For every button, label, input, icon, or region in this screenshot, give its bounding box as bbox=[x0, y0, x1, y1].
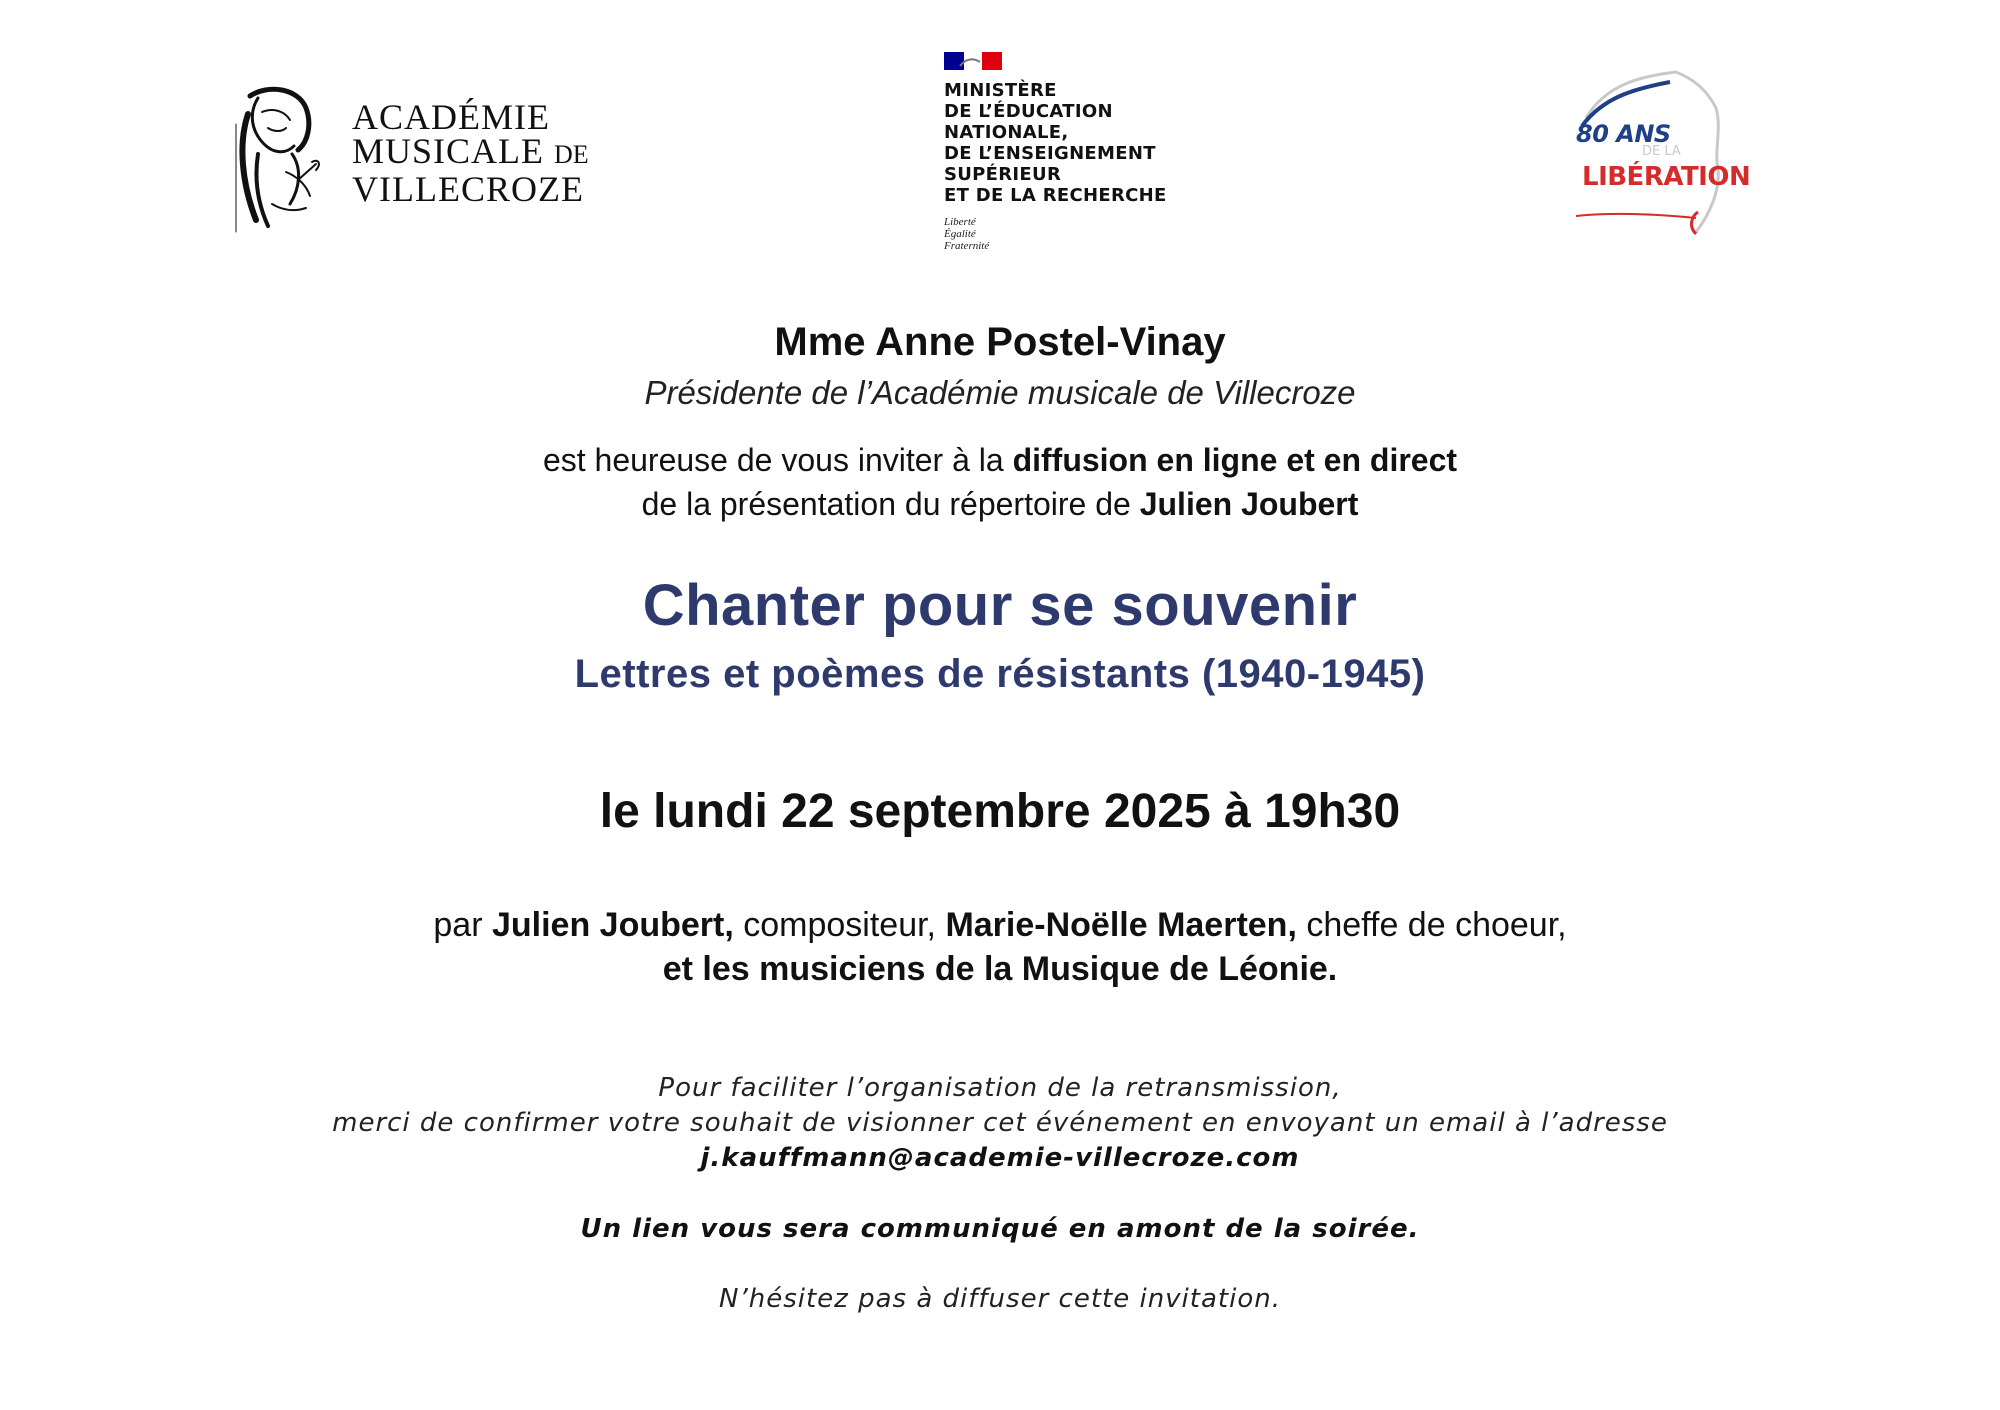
academie-line2-small: DE bbox=[554, 140, 589, 169]
rsvp-link-note: Un lien vous sera communiqué en amont de la soirée. bbox=[580, 1214, 1420, 1244]
event-title: Chanter pour se souvenir bbox=[642, 573, 1358, 638]
liberation-80-ans: 80 ANS bbox=[1576, 120, 1671, 148]
rsvp-line-2: merci de confirmer votre souhait de visionner cet événement en envoyant un email à l’adresse bbox=[332, 1108, 1668, 1138]
performers-line-1 bbox=[0, 906, 2000, 945]
liberation-word: LIBÉRATION bbox=[1582, 162, 1751, 192]
ministere-motto: Liberté Égalité Fraternité bbox=[944, 216, 990, 252]
event-subtitle: Lettres et poèmes de résistants (1940-1945) bbox=[574, 652, 1426, 696]
performer-name-1: Julien Joubert, bbox=[491, 906, 734, 944]
invite-line-2 bbox=[0, 486, 2000, 523]
ministere-title: MINISTÈRE DE L’ÉDUCATION NATIONALE, DE L’ENSEIGNEMENT SUPÉRIEUR ET DE LA RECHERCHE bbox=[944, 80, 1167, 206]
academie-line3: VILLECROZE bbox=[352, 169, 584, 209]
ministere-logo bbox=[944, 52, 1244, 262]
performer-role-1: compositeur, bbox=[733, 906, 946, 944]
invite-line-1-text: est heureuse de vous inviter à la bbox=[542, 442, 1013, 478]
academie-figure-drawing bbox=[228, 84, 348, 234]
performer-role-2: cheffe de choeur, bbox=[1296, 906, 1567, 944]
rsvp-email[interactable]: j.kauffmann@academie-villecroze.com bbox=[700, 1143, 1300, 1173]
event-date: le lundi 22 septembre 2025 à 19h30 bbox=[599, 785, 1401, 838]
performers-line-2: et les musiciens de la Musique de Léonie. bbox=[662, 950, 1338, 988]
academie-line1: ACADÉMIE bbox=[352, 97, 550, 137]
performer-name-2: Marie-Noëlle Maerten, bbox=[945, 906, 1297, 944]
rsvp-line-1: Pour faciliter l’organisation de la retransmission, bbox=[658, 1073, 1342, 1103]
invite-line-1-bold: diffusion en ligne et en direct bbox=[1012, 442, 1458, 478]
academie-line2: MUSICALE DE bbox=[352, 131, 589, 171]
academie-musicale-logo bbox=[228, 84, 608, 234]
academie-wordmark bbox=[352, 97, 589, 209]
host-role: Présidente de l’Académie musicale de Villecroze bbox=[644, 374, 1356, 411]
invite-line-2-text: de la présentation du répertoire de bbox=[641, 486, 1140, 522]
liberation-de-la: DE LA bbox=[1642, 144, 1681, 159]
french-flag-icon bbox=[944, 52, 1002, 70]
host-name: Mme Anne Postel-Vinay bbox=[774, 320, 1226, 364]
performers-by: par bbox=[433, 906, 492, 944]
invite-line-2-bold: Julien Joubert bbox=[1139, 486, 1359, 522]
80-ans-liberation-logo bbox=[1546, 66, 1751, 246]
invite-line-1 bbox=[0, 442, 2000, 479]
rsvp-share-note: N’hésitez pas à diffuser cette invitation. bbox=[719, 1284, 1281, 1314]
